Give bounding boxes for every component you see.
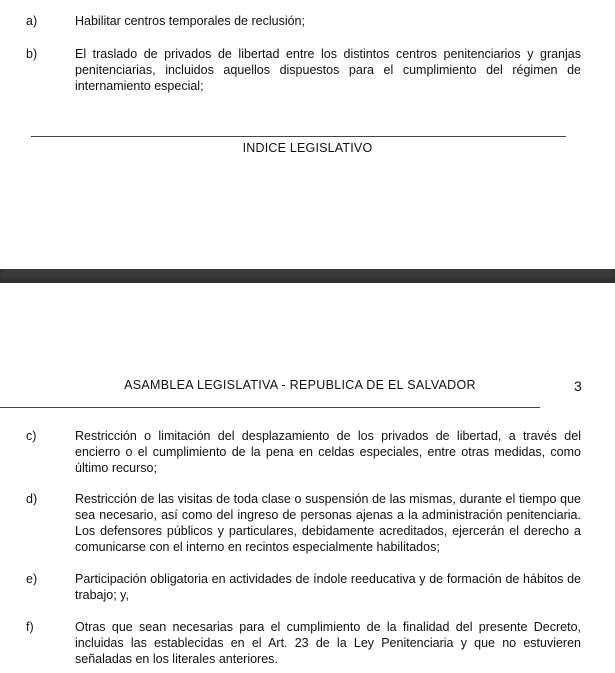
footer-divider: [31, 136, 566, 137]
list-item-text: Habilitar centros temporales de reclusión;: [75, 14, 305, 28]
list-item-text: El traslado de privados de libertad entre los distintos centros penitenciarios y granjas penitenciarias, incluidos aquellos dispuestos para el cumplimiento del régimen de internamiento especial;: [75, 47, 581, 93]
page-header-title: ASAMBLEA LEGISLATIVA - REPUBLICA DE EL SALVADOR: [124, 378, 476, 392]
list-item-letter: b): [26, 47, 38, 61]
document-page-upper: [0, 0, 615, 269]
list-item-text: Restricción o limitación del desplazamiento de los privados de libertad, a través del encierro o el cumplimiento de la pena en celdas especiales, entre otras medidas, como último recurso;: [75, 429, 581, 475]
list-item-letter: f): [26, 620, 34, 634]
list-item-letter: a): [26, 14, 38, 28]
page-separator: [0, 269, 615, 283]
list-item-letter: c): [26, 429, 37, 443]
list-item-text: Restricción de las visitas de toda clase o suspensión de las mismas, durante el tiempo que sea necesario, así como del ingreso de personas ajenas a la administración penitenciaria. Los defensores públicos y particulares, debidamente acreditados, ejercerán el derecho a comunicarse con el interno en recintos especialmente habilitados;: [75, 492, 581, 554]
page-footer-title: INDICE LEGISLATIVO: [242, 141, 373, 155]
header-divider: [0, 407, 540, 408]
page-number: 3: [574, 378, 582, 394]
list-item-letter: d): [26, 492, 38, 506]
list-item-letter: e): [26, 572, 38, 586]
document-page-lower: [0, 283, 615, 673]
list-item-text: Otras que sean necesarias para el cumplimiento de la finalidad del presente Decreto, incluidas las establecidas en el Art. 23 de la Ley Penitenciaria y que no estuvieren señaladas en los literales anteriores.: [75, 620, 581, 666]
list-item-text: Participación obligatoria en actividades de índole reeducativa y de formación de hábitos de trabajo; y,: [75, 572, 581, 602]
